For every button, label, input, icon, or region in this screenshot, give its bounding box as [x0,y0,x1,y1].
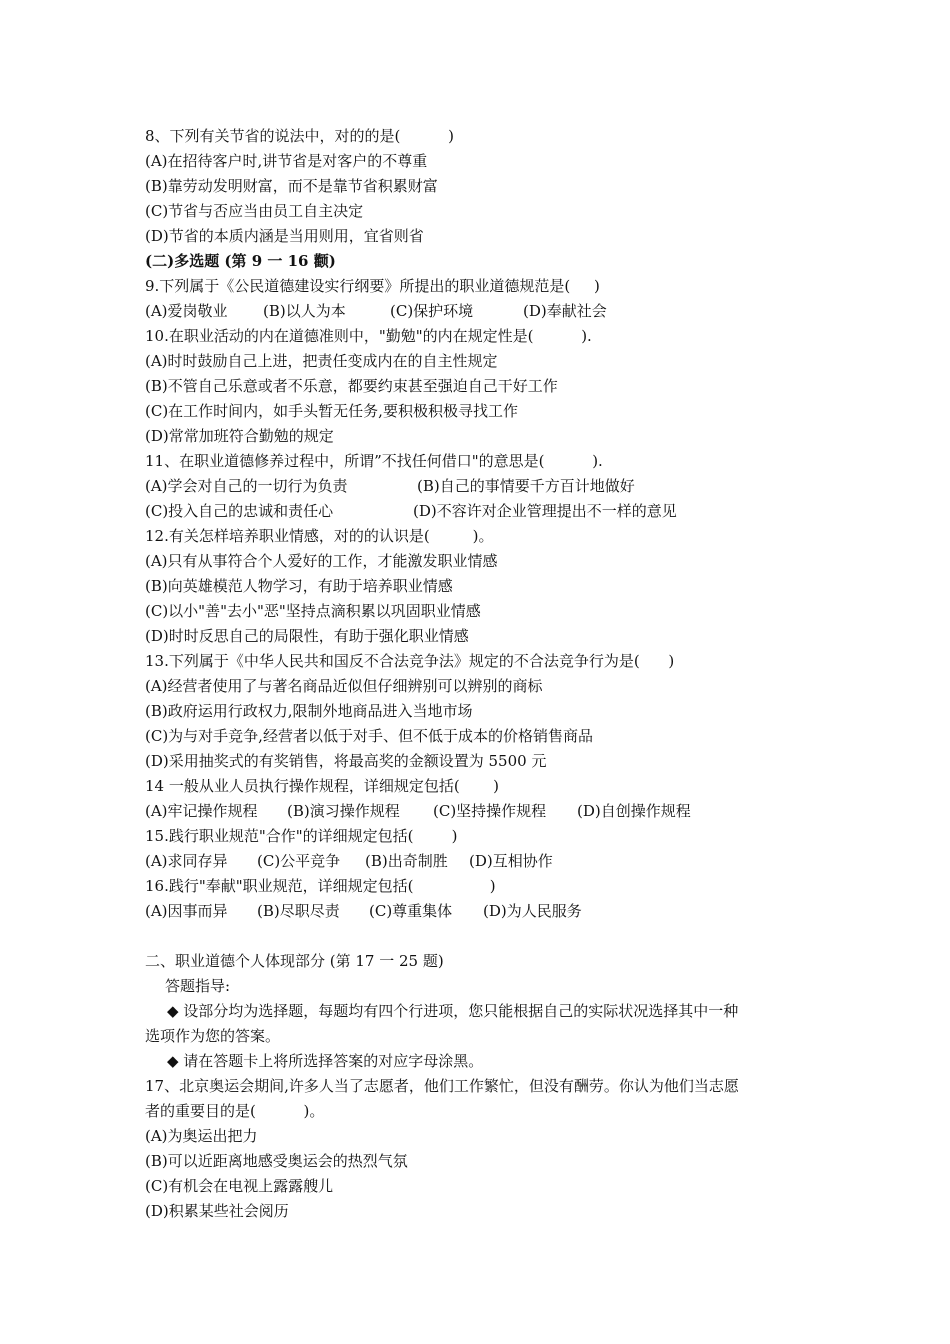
question-11-options-ab [145,474,825,499]
question-9-option-a: (A)爱岗敬业 [145,302,228,320]
question-15-option-c: (C)公平竞争 [257,852,341,870]
question-17-option-d: (D)积累某些社会阅历 [145,1202,289,1220]
question-13-stem: 13.下列属于《中华人民共和国反不合法竞争法》规定的不合法竞争行为是( ) [145,652,675,670]
question-10-option-d: (D)常常加班符合勤勉的规定 [145,427,334,445]
question-14-option-d: (D)自创操作规程 [577,802,691,820]
question-11-options-cd [145,499,825,524]
part-2-title: 二、职业道德个人体现部分 (第 17 一 25 题) [145,952,444,970]
question-14-stem: 14 一般从业人员执行操作规程，详细规定包括( ) [145,777,499,795]
question-17-option-b: (B)可以近距离地感受奥运会的热烈气氛 [145,1152,408,1170]
question-17-option-c: (C)有机会在电视上露露艘儿 [145,1177,334,1195]
question-15-options [145,849,825,874]
spacer [145,924,825,949]
question-16-option-b: (B)尽职尽责 [257,902,340,920]
question-14-option-a: (A)牢记操作规程 [145,802,258,820]
question-11-stem: 11、在职业道德修养过程中，所谓”不找任何借口"的意思是( ). [145,452,603,470]
question-17-stem: 17、北京奥运会期间,许多人当了志愿者，他们工作繁忙，但没有酬劳。你认为他们当志愿 [145,1077,739,1095]
question-17-stem-continued: 者的重要目的是( )。 [145,1102,325,1120]
question-11-option-c: (C)投入自己的忠诚和责任心 [145,502,334,520]
question-13-option-a: (A)经营者使用了与著名商品近似但仔细辨别可以辨别的商标 [145,677,543,695]
question-9-option-c: (C)保护环境 [390,302,474,320]
question-11-option-a: (A)学会对自己的一切行为负责 [145,477,348,495]
question-8-option-c: (C)节省与否应当由员工自主决定 [145,202,364,220]
section-multi-choice-heading: (二)多选题 (第 9 一 16 颧) [145,252,336,270]
question-11-option-d: (D)不容许对企业管理提出不一样的意见 [413,502,677,520]
question-10-option-a: (A)时时鼓励自己上进，把责任变成内在的自主性规定 [145,352,498,370]
question-10-option-b: (B)不管自己乐意或者不乐意，都要约束甚至强迫自己干好工作 [145,377,558,395]
question-9-option-d: (D)奉献社会 [523,302,607,320]
question-16-option-d: (D)为人民服务 [483,902,582,920]
question-12-option-a: (A)只有从事符合个人爱好的工作，才能激发职业情感 [145,552,498,570]
answer-guide-heading: 答题指导: [165,977,231,995]
question-14-options [145,799,825,824]
question-8-option-d: (D)节省的本质内涵是当用则用，宜省则省 [145,227,424,245]
guide-bullet-1-continued: 选项作为您的答案。 [145,1027,281,1045]
question-15-option-d: (D)互相协作 [469,852,553,870]
question-8-option-a: (A)在招待客户时,讲节省是对客户的不尊重 [145,152,428,170]
question-15-option-a: (A)求同存异 [145,852,228,870]
question-9-option-b: (B)以人为本 [263,302,346,320]
question-16-stem: 16.践行"奉献"职业规范，详细规定包括( ) [145,877,496,895]
guide-bullet-1: ◆ 设部分均为选择题，每题均有四个行进项，您只能根据自己的实际状况选择其中一种 [167,1002,739,1020]
question-10-stem: 10.在职业活动的内在道德准则中，"勤勉"的内在规定性是( ). [145,327,592,345]
question-16-option-a: (A)因事而异 [145,902,228,920]
question-14-option-b: (B)演习操作规程 [287,802,400,820]
question-16-option-c: (C)尊重集体 [369,902,453,920]
question-15-stem: 15.践行职业规范"合作"的详细规定包括( ) [145,827,458,845]
guide-bullet-2: ◆ 请在答题卡上将所选择答案的对应字母涂黑。 [167,1052,484,1070]
question-13-option-b: (B)政府运用行政权力,限制外地商品进入当地市场 [145,702,473,720]
question-11-option-b: (B)自己的事情要千方百计地做好 [417,477,635,495]
question-12-option-b: (B)向英雄模范人物学习，有助于培养职业情感 [145,577,453,595]
question-15-option-b: (B)出奇制胜 [365,852,448,870]
question-12-option-c: (C)以小"善"去小"恶"坚持点滴积累以巩固职业情感 [145,602,481,620]
question-14-option-c: (C)坚持操作规程 [433,802,547,820]
question-16-options [145,899,825,924]
question-8-stem: 8、下列有关节省的说法中，对的的是( ) [145,127,454,145]
question-13-option-c: (C)为与对手竞争,经营者以低于对手、但不低于成本的价格销售商品 [145,727,593,745]
question-12-option-d: (D)时时反思自己的局限性，有助于强化职业情感 [145,627,469,645]
question-9-stem: 9.下列属于《公民道德建设实行纲要》所提出的职业道德规范是( ) [145,277,600,295]
document-body [145,124,825,1224]
question-10-option-c: (C)在工作时间内，如手头暂无任务,要积极积极寻找工作 [145,402,518,420]
question-13-option-d: (D)采用抽奖式的有奖销售，将最高奖的金额设置为 5500 元 [145,752,547,770]
question-9-options [145,299,825,324]
question-12-stem: 12.有关怎样培养职业情感，对的的认识是( )。 [145,527,494,545]
question-8-option-b: (B)靠劳动发明财富，而不是靠节省积累财富 [145,177,438,195]
question-17-option-a: (A)为奥运出把力 [145,1127,258,1145]
